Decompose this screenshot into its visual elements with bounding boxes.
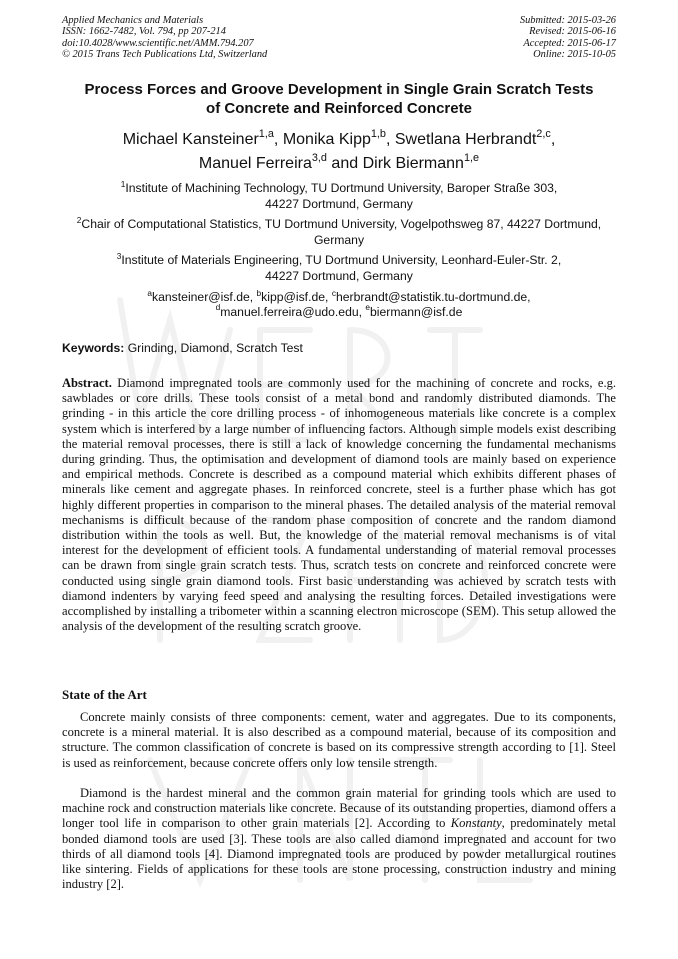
affiliation-3 [62, 250, 616, 284]
email-address: kansteiner@isf.de [152, 290, 250, 304]
author-name: Manuel Ferreira [198, 155, 312, 172]
email-separator: , [249, 290, 257, 304]
abstract [62, 376, 616, 634]
publication-dates [520, 15, 616, 61]
title-line: of Concrete and Reinforced Concrete [206, 100, 472, 117]
author-separator: and [326, 155, 363, 172]
email-sup: c [331, 287, 336, 298]
abstract-text: Diamond impregnated tools are commonly used for the machining of concrete and rocks, e.g. sawblades or core drills. These tools consist of a metal bond and randomly distributed diamonds. The grinding - in this article the core drilling process - of inhomogeneous materials like concrete is a complex system which is interfered by a large number of influencing factors. Although simple models exist describing the material removal processes, there is still a lack of knowledge concerning the fundamental mechanisms during grinding. Thus, the optimisation and development of diamond tools are mainly based on experience and empirical methods. Concrete is described as a compound material which exhibits different phases of minerals like cement and aggregate phases. In reinforced concrete, steel is a further phase which has got highly different properties in comparison to the mineral phases. The detailed analysis of the material removal mechanisms is difficult because of the random phase composition of concrete and the random diamond distribution within the tools as well. But, the knowledge of the material removal mechanisms is of vital interest for the development of efficient tools. A fundamental understanding of material removal processes can be drawn from single grain scratch tests. Thus, scratch tests on concrete and reinforced concrete were conducted using single grain diamond tools. First basic understanding was achieved by scratch tests with diamond indenters by varying feed speed and analysing the resulting forces. Detailed investigations were accomplished by installing a tribometer within a scanning electron microscope (SEM). This setup allowed the analysis of the development of the resulting scratch groove. [62, 376, 616, 634]
journal-doi: doi:10.4028/www.scientific.net/AMM.794.207 [62, 37, 254, 49]
author-sup: 2,c [536, 128, 551, 141]
keywords-text: Grinding, Diamond, Scratch Test [124, 341, 303, 355]
journal-header [62, 15, 267, 61]
paragraph-text: Diamond is the hardest mineral and the common grain material for grinding tools which are used to machine rock and construction materials like concrete. Because of its outstanding properties, diamond offers a longer tool life in comparison to other grain materials [2]. According to [62, 786, 616, 831]
journal-copyright: © 2015 Trans Tech Publications Ltd, Switzerland [62, 49, 268, 61]
author-name: Michael Kansteiner [122, 131, 259, 148]
author-sup: 1,b [370, 128, 386, 141]
date-online: Online: 2015-10-05 [533, 49, 616, 61]
email-address: kipp@isf.de [261, 290, 326, 304]
email-sup: e [365, 302, 371, 313]
affiliation-line: Germany [313, 232, 365, 247]
email-address: biermann@isf.de [370, 304, 463, 319]
email-sup: b [256, 287, 262, 298]
author-sup: 1,e [463, 152, 480, 165]
affiliation-line: Chair of Computational Statistics, TU Dortmund University, Vogelpothsweg 87, 44227 Dortmund, [81, 217, 602, 231]
author-sup: 3,d [311, 152, 327, 165]
email-sup: d [215, 302, 221, 313]
affiliation-sup: 3 [116, 250, 122, 261]
email-separator: , [527, 290, 531, 304]
email-list [62, 287, 616, 319]
affiliation-line: 44227 Dortmund, Germany [265, 268, 413, 283]
author-list [62, 128, 616, 176]
paper-title [62, 80, 616, 118]
keywords [62, 341, 616, 356]
affiliation-sup: 2 [76, 214, 82, 225]
section-paragraph-2 [62, 786, 616, 892]
email-separator: , [358, 304, 366, 319]
author-name: Monika Kipp [282, 131, 371, 148]
affiliation-line: Institute of Machining Technology, TU Dortmund University, Baroper Straße 303, [125, 181, 558, 195]
email-address: herbrandt@statistik.tu-dortmund.de [335, 290, 528, 304]
section-heading: State of the Art [62, 687, 147, 702]
affiliation-1 [62, 178, 616, 212]
section-paragraph-1: Concrete mainly consists of three components: cement, water and aggregates. Due to its components, concrete is a mineral material. It is also described as a compound material, because of its composition and structure. The common classification of concrete is based on its compressive strength according to [1]. Steel is used as reinforcement, because concrete offers only low tensile strength. [62, 710, 616, 770]
title-line: Process Forces and Groove Development in Single Grain Scratch Tests [84, 81, 594, 98]
affiliation-2 [62, 214, 616, 248]
author-sup: 1,a [258, 128, 274, 141]
author-name: Swetlana Herbrandt [394, 131, 537, 148]
paragraph-italic-author: Konstanty [450, 816, 502, 831]
paragraph-text: , predominately metal bonded diamond tools are used [3]. These tools are also called diamond impregnated and account for two thirds of all diamond tools [4]. Diamond impregnated tools are produced by powder metallurgical routines like sintering. Fields of applications for these tools are stone processing, construction industry and mining industry [2]. [62, 816, 616, 892]
affiliation-sup: 1 [120, 178, 126, 189]
journal-issn: ISSN: 1662-7482, Vol. 794, pp 207-214 [62, 26, 226, 38]
author-separator: , [273, 131, 283, 148]
date-revised: Revised: 2015-06-16 [529, 26, 616, 38]
author-name: Dirk Biermann [362, 155, 464, 172]
date-submitted: Submitted: 2015-03-26 [519, 15, 616, 26]
date-accepted: Accepted: 2015-06-17 [523, 37, 616, 49]
email-address: manuel.ferreira@udo.edu [220, 304, 359, 319]
affiliation-line: Institute of Materials Engineering, TU Dortmund University, Leonhard-Euler-Str. 2, [121, 253, 562, 267]
author-separator: , [550, 131, 556, 148]
keywords-label: Keywords: [62, 341, 125, 355]
author-separator: , [385, 131, 395, 148]
affiliation-line: 44227 Dortmund, Germany [265, 196, 413, 211]
journal-name: Applied Mechanics and Materials [62, 15, 204, 26]
email-separator: , [325, 290, 332, 304]
email-sup: a [147, 287, 153, 298]
abstract-label: Abstract. [62, 376, 112, 390]
